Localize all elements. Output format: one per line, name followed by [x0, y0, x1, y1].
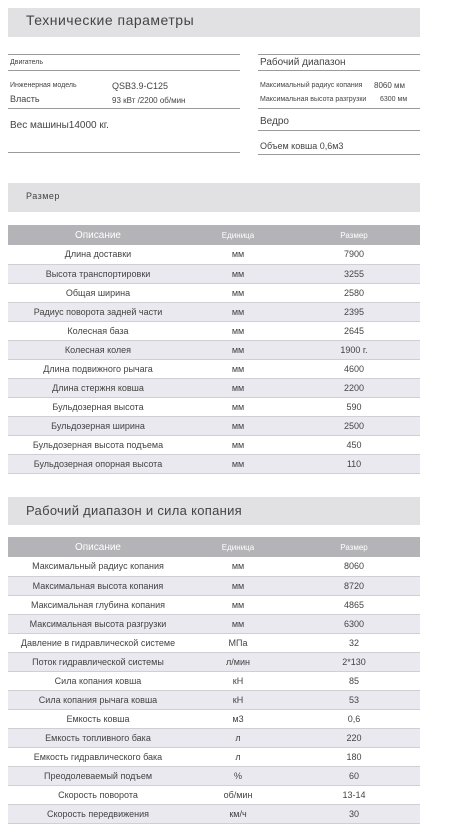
- row-value: 8720: [288, 576, 420, 595]
- row-value: 4865: [288, 595, 420, 614]
- row-value: 2645: [288, 321, 420, 340]
- column-header-unit: Единица: [188, 537, 288, 557]
- row-description: Емкость гидравлического бака: [8, 747, 188, 766]
- row-description: Сила копания ковша: [8, 671, 188, 690]
- row-description: Поток гидравлической системы: [8, 652, 188, 671]
- row-unit: л: [188, 728, 288, 747]
- row-unit: мм: [188, 340, 288, 359]
- row-unit: мм: [188, 435, 288, 454]
- dimensions-table: [8, 225, 420, 474]
- row-value: 7900: [288, 245, 420, 264]
- column-header-description: Описание: [8, 225, 188, 245]
- row-unit: мм: [188, 245, 288, 264]
- row-unit: мм: [188, 378, 288, 397]
- row-description: Сила копания рычага ковша: [8, 690, 188, 709]
- table-row: [8, 595, 420, 614]
- section-title-working-range: Рабочий диапазон и сила копания: [26, 503, 242, 518]
- table-row: [8, 671, 420, 690]
- table-row: [8, 435, 420, 454]
- table-row: [8, 340, 420, 359]
- table-row: [8, 747, 420, 766]
- max-dig-radius-value: 8060 мм: [374, 81, 406, 90]
- row-value: 32: [288, 633, 420, 652]
- table-row: [8, 245, 420, 264]
- row-unit: мм: [188, 397, 288, 416]
- row-description: Колесная колея: [8, 340, 188, 359]
- table-row: [8, 416, 420, 435]
- table-row: [8, 302, 420, 321]
- table-row: [8, 652, 420, 671]
- row-description: Колесная база: [8, 321, 188, 340]
- row-description: Скорость передвижения: [8, 804, 188, 823]
- row-value: 30: [288, 804, 420, 823]
- row-value: 220: [288, 728, 420, 747]
- row-value: 180: [288, 747, 420, 766]
- row-value: 1900 г.: [288, 340, 420, 359]
- row-unit: кН: [188, 671, 288, 690]
- table-row: [8, 709, 420, 728]
- section-title-technical: Технические параметры: [26, 12, 195, 28]
- row-description: Скорость поворота: [8, 785, 188, 804]
- table-row: [8, 690, 420, 709]
- row-value: 0,6: [288, 709, 420, 728]
- row-description: Длина стержня ковша: [8, 378, 188, 397]
- column-header-size: Размер: [288, 537, 420, 557]
- bucket-volume-text: Объем ковша 0,6м3: [260, 141, 344, 151]
- dimensions-table-header: [8, 225, 420, 245]
- table-row: [8, 454, 420, 473]
- working-range-table-header: [8, 537, 420, 557]
- row-description: Давление в гидравлической системе: [8, 633, 188, 652]
- row-value: 53: [288, 690, 420, 709]
- table-row: [8, 633, 420, 652]
- max-dig-radius-label: Максимальный радиус копания: [260, 82, 363, 89]
- max-unload-height-value: 6300 мм: [380, 96, 408, 103]
- row-value: 450: [288, 435, 420, 454]
- engine-model-label: Инженерная модель: [10, 82, 77, 89]
- table-row: [8, 766, 420, 785]
- row-description: Бульдозерная опорная высота: [8, 454, 188, 473]
- row-unit: %: [188, 766, 288, 785]
- row-unit: км/ч: [188, 804, 288, 823]
- row-value: 85: [288, 671, 420, 690]
- row-description: Максимальная глубина копания: [8, 595, 188, 614]
- row-value: 3255: [288, 264, 420, 283]
- row-unit: мм: [188, 359, 288, 378]
- table-row: [8, 728, 420, 747]
- table-row: [8, 321, 420, 340]
- row-value: 4600: [288, 359, 420, 378]
- row-unit: мм: [188, 264, 288, 283]
- row-unit: мм: [188, 595, 288, 614]
- engine-model-value: QSB3.9-C125: [112, 81, 169, 91]
- row-value: 60: [288, 766, 420, 785]
- row-value: 13-14: [288, 785, 420, 804]
- column-header-unit: Единица: [188, 225, 288, 245]
- table-row: [8, 557, 420, 576]
- row-description: Емкость ковша: [8, 709, 188, 728]
- row-value: 110: [288, 454, 420, 473]
- row-unit: мм: [188, 614, 288, 633]
- table-row: [8, 264, 420, 283]
- row-unit: мм: [188, 302, 288, 321]
- row-description: Емкость топливного бака: [8, 728, 188, 747]
- technical-specs: [8, 44, 420, 160]
- table-row: [8, 283, 420, 302]
- column-header-description: Описание: [8, 537, 188, 557]
- row-description: Длина подвижного рычага: [8, 359, 188, 378]
- row-description: Бульдозерная высота подъема: [8, 435, 188, 454]
- row-description: Максимальная высота копания: [8, 576, 188, 595]
- row-value: 8060: [288, 557, 420, 576]
- table-row: [8, 804, 420, 823]
- row-unit: мм: [188, 454, 288, 473]
- column-header-size: Размер: [288, 225, 420, 245]
- row-description: Длина доставки: [8, 245, 188, 264]
- row-unit: мм: [188, 321, 288, 340]
- row-unit: м3: [188, 709, 288, 728]
- row-value: 2580: [288, 283, 420, 302]
- section-title-dimensions: Размер: [26, 191, 60, 201]
- row-description: Радиус поворота задней части: [8, 302, 188, 321]
- row-unit: л: [188, 747, 288, 766]
- row-unit: мм: [188, 416, 288, 435]
- row-description: Бульдозерная высота: [8, 397, 188, 416]
- row-unit: мм: [188, 283, 288, 302]
- row-unit: об/мин: [188, 785, 288, 804]
- row-unit: мм: [188, 576, 288, 595]
- bucket-label: Ведро: [260, 116, 289, 127]
- table-row: [8, 397, 420, 416]
- table-row: [8, 785, 420, 804]
- row-value: 6300: [288, 614, 420, 633]
- row-description: Преодолеваемый подъем: [8, 766, 188, 785]
- table-row: [8, 614, 420, 633]
- table-row: [8, 378, 420, 397]
- engine-label: Двигатель: [10, 59, 44, 66]
- power-value: 93 кВт /2200 об/мин: [112, 96, 186, 105]
- row-value: 590: [288, 397, 420, 416]
- weight-text: Вес машины14000 кг.: [10, 120, 109, 131]
- row-value: 2395: [288, 302, 420, 321]
- section-header-dimensions: [8, 183, 420, 212]
- row-unit: МПа: [188, 633, 288, 652]
- row-value: 2500: [288, 416, 420, 435]
- working-range-table: [8, 537, 420, 824]
- row-description: Максимальный радиус копания: [8, 557, 188, 576]
- table-row: [8, 359, 420, 378]
- row-value: 2*130: [288, 652, 420, 671]
- row-description: Бульдозерная ширина: [8, 416, 188, 435]
- row-description: Общая ширина: [8, 283, 188, 302]
- max-unload-height-label: Максимальная высота разгрузки: [260, 96, 367, 103]
- row-description: Высота транспортировки: [8, 264, 188, 283]
- power-label: Власть: [10, 94, 40, 104]
- table-row: [8, 576, 420, 595]
- row-unit: л/мин: [188, 652, 288, 671]
- row-description: Максимальная высота разгрузки: [8, 614, 188, 633]
- range-label: Рабочий диапазон: [260, 57, 346, 68]
- row-unit: мм: [188, 557, 288, 576]
- row-unit: кН: [188, 690, 288, 709]
- row-value: 2200: [288, 378, 420, 397]
